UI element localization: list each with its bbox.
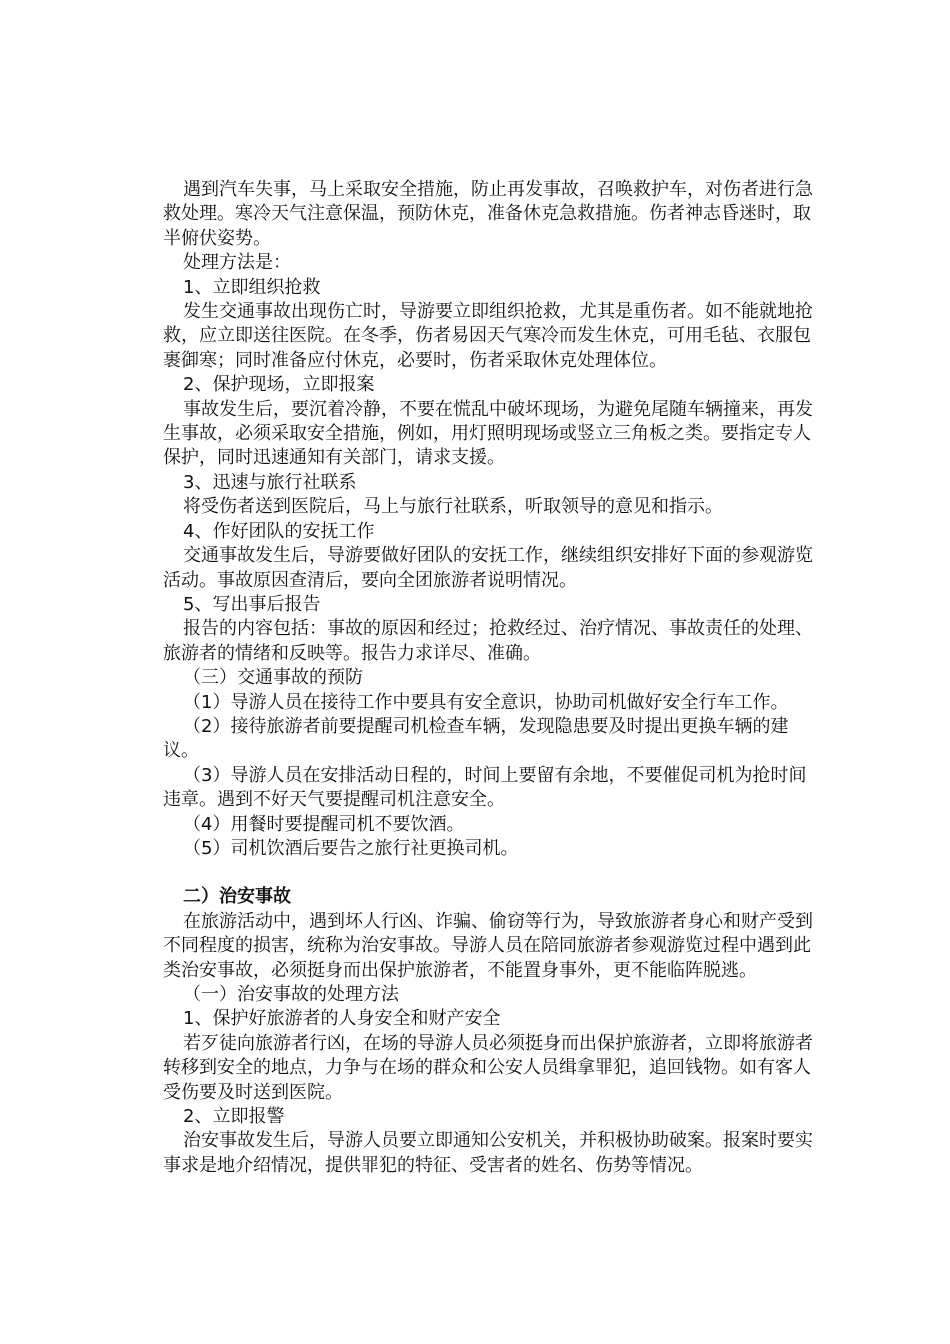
subsection-heading: （一）治安事故的处理方法: [183, 984, 399, 1005]
section-heading: 1、保护好旅游者的人身安全和财产安全: [183, 1008, 501, 1030]
section-heading: 3、迅速与旅行社联系: [183, 471, 357, 493]
paragraph: 遇到汽车失事，马上采取安全措施，防止再发事故，召唤救护车，对伤者进行急救处理。寒冷天气注意保温，预防休克，准备休克急救措施。伤者神志昏迷时，取半俯伏姿势。: [163, 179, 813, 249]
list-item: （4）用餐时要提醒司机不要饮酒。: [183, 813, 465, 835]
paragraph: 将受伤者送到医院后，马上与旅行社联系，听取领导的意见和指示。: [183, 496, 723, 518]
list-item: （5）司机饮酒后要告之旅行社更换司机。: [183, 837, 519, 859]
section-heading: 2、保护现场，立即报案: [183, 374, 375, 396]
section-heading: 2、立即报警: [183, 1106, 285, 1128]
section-heading: 4、作好团队的安抚工作: [183, 520, 375, 542]
paragraph: 若歹徒向旅游者行凶，在场的导游人员必须挺身而出保护旅游者，立即将旅游者转移到安全的地点，力争与在场的群众和公安人员缉拿罪犯，追回钱物。如有客人受伤要及时送到医院。: [163, 1032, 813, 1103]
paragraph: 交通事故发生后，导游要做好团队的安抚工作，继续组织安排好下面的参观游览活动。事故原因查清后，要向全团旅游者说明情况。: [163, 545, 813, 591]
paragraph: 事故发生后，要沉着冷静，不要在慌乱中破坏现场，为避免尾随车辆撞来，再发生事故，必须采取安全措施，例如，用灯照明现场或竖立三角板之类。要指定专人保护，同时迅速通知有关部门，请求支援。: [163, 398, 813, 469]
paragraph: 治安事故发生后，导游人员要立即通知公安机关，并积极协助破案。报案时要实事求是地介绍情况，提供罪犯的特征、受害者的姓名、伤势等情况。: [163, 1130, 813, 1176]
list-item: （2）接待旅游者前要提醒司机检查车辆，发现隐患要及时提出更换车辆的建议。: [163, 715, 789, 762]
list-item: （3）导游人员在安排活动日程的，时间上要留有余地，不要催促司机为抢时间违章。遇到不好天气要提醒司机注意安全。: [163, 764, 807, 811]
paragraph: 发生交通事故出现伤亡时，导游要立即组织抢救，尤其是重伤者。如不能就地抢救，应立即送往医院。在冬季，伤者易因天气寒冷而发生休克，可用毛毡、衣服包裹御寒；同时准备应付休克，必要时，伤者采取休克处理体位。: [163, 301, 813, 371]
document-body: [163, 178, 823, 1178]
subsection-heading: （三）交通事故的预防: [183, 667, 363, 689]
paragraph: 处理方法是：: [183, 252, 291, 274]
paragraph: 在旅游活动中，遇到坏人行凶、诈骗、偷窃等行为，导致旅游者身心和财产受到不同程度的损害，统称为治安事故。导游人员在陪同旅游者参观游览过程中遇到此类治安事故，必须挺身而出保护旅游者，不能置身事外，更不能临阵脱逃。: [163, 910, 813, 981]
paragraph: 报告的内容包括：事故的原因和经过；抢救经过、治疗情况、事故责任的处理、旅游者的情绪和反映等。报告力求详尽、准确。: [163, 618, 813, 664]
spacer: [163, 861, 823, 885]
section-heading: 5、写出事后报告: [183, 593, 321, 615]
list-item: （1）导游人员在接待工作中要具有安全意识，协助司机做好安全行车工作。: [183, 691, 789, 713]
section-heading: 1、立即组织抢救: [183, 276, 321, 298]
chapter-heading: 二）治安事故: [183, 886, 291, 908]
